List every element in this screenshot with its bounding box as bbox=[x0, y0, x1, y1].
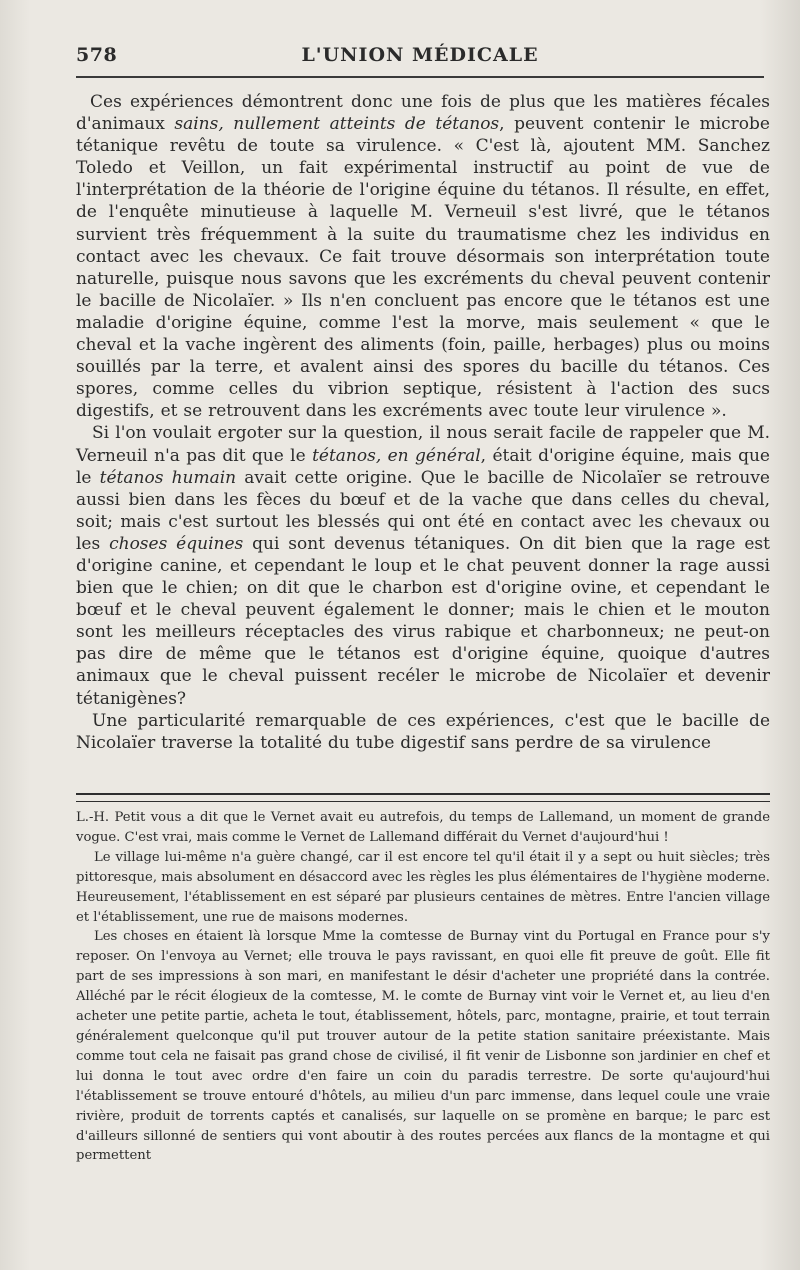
text-run: , peuvent contenir le microbe tétanique revêtu de toute sa virulence. « C'est là, ajoutent MM. Sanchez Toledo et Veillon, un fait expérimental instructif au point de vue de l'interprétation de la théorie de l'origine équine du tétanos. Il résulte, en effet, de l'enquête minutieuse à laquelle M. Verneuil s'est livré, que le tétanos survient très fréquemment à la suite du traumatisme chez les individus en contact avec les chevaux. Ce fait trouve désormais son interprétation toute naturelle, puisque nous savons que les excréments du cheval peuvent contenir le bacille de Nicolaïer. » Ils n'en concluent pas encore que le tétanos est une maladie d'origine équine, comme l'est la morve, mais seulement « que le cheval et la vache ingèrent des aliments (foin, paille, herbages) plus ou moins souillés par la terre, et avalent ainsi des spores du bacille du tétanos. Ces spores, comme celles du vibrion septique, résistent à l'action des sucs digestifs, et se retrouvent dans les excréments avec toute leur virulence ». bbox=[76, 114, 770, 422]
running-title: L'UNION MÉDICALE bbox=[301, 44, 539, 66]
italic-run: sains, nullement atteints de tétanos bbox=[174, 114, 500, 135]
feuilleton-paragraph: L.-H. Petit vous a dit que le Vernet avait eu autrefois, du temps de Lallemand, un moment de grande vogue. C'est vrai, mais comme le Vernet de Lallemand différait du Vernet d'aujourd'hui ! bbox=[76, 810, 770, 845]
page-number: 578 bbox=[76, 44, 118, 66]
text-run: Ces expériences démontrent donc une fois de plus que les matières fécales d'animaux bbox=[76, 92, 770, 135]
text-run: qui sont devenus tétaniques. On dit bien que la rage est d'origine canine, et cependant le loup et le chat peuvent donner la rage aussi bien que le chien; on dit que le charbon est d'origine ovine, et cependant le bœuf et le cheval peuvent également le donner; mais le chien et le mouton sont les meilleurs réceptacles des virus rabique et charbonneux; ne peut-on pas dire de même que le tétanos est d'origine équine, quoique d'autres animaux que le cheval puissent recéler le microbe de Nicolaïer et devenir tétanigènes? bbox=[76, 533, 770, 709]
feuilleton-separator-rule bbox=[76, 793, 770, 802]
text-run: Une particularité remarquable de ces expériences, c'est que le bacille de Nicolaïer traverse la totalité du tube digestif sans perdre de sa virulence bbox=[76, 710, 770, 753]
article-body bbox=[76, 91, 770, 754]
text-run: Si l'on voulait ergoter sur la question, il nous serait facile de rappeler que M. Verneuil n'a pas dit que le bbox=[76, 423, 770, 466]
header-rule bbox=[76, 76, 764, 78]
article-paragraph bbox=[76, 422, 770, 709]
article-paragraph bbox=[76, 91, 770, 422]
italic-run: tétanos, en général bbox=[312, 445, 481, 466]
article-paragraph bbox=[76, 710, 770, 754]
page-header bbox=[76, 44, 764, 74]
feuilleton-paragraph: Les choses en étaient là lorsque Mme la comtesse de Burnay vint du Portugal en France pour s'y reposer. On l'envoya au Vernet; elle trouva le pays ravissant, en quoi elle fit preuve de goût. Elle fit part de ses impressions à son mari, en manifestant le désir d'acheter une propriété dans la contrée. Alléché par le récit élogieux de la comtesse, M. le comte de Burnay vint voir le Vernet et, au lieu d'en acheter une petite partie, acheta le tout, établissement, hôtels, parc, montagne, prairie, et tout terrain généralement quelconque qu'il put trouver autour de la petite station sanitaire préexistante. Mais comme tout cela ne faisait pas grand chose de civilisé, il fit venir de Lisbonne son jardinier en chef et lui donna le tout avec ordre d'en faire un coin du paradis terrestre. De sorte qu'aujourd'hui l'établissement se trouve entouré d'hôtels, au milieu d'un parc immense, dans lequel coule une vraie rivière, produit de torrents captés et canalisés, sur laquelle on se promène en barque; le parc est d'ailleurs sillonné de sentiers qui vont aboutir à des routes percées aux flancs de la montagne et qui permettent bbox=[76, 929, 770, 1164]
feuilleton-body bbox=[76, 808, 770, 1166]
text-run: avait cette origine. Que le bacille de Nicolaïer se retrouve aussi bien dans les fèces du bœuf et de la vache que dans celles du cheval, soit; mais c'est surtout les blessés qui ont été en contact avec les chevaux ou les bbox=[76, 467, 770, 554]
italic-run: tétanos humain bbox=[99, 467, 237, 488]
feuilleton-paragraph: Le village lui-même n'a guère changé, car il est encore tel qu'il était il y a sept ou huit siècles; très pittoresque, mais absolument en désaccord avec les règles les plus élémentaires de l'hygiène moderne. Heureusement, l'établissement en est séparé par plusieurs centaines de mètres. Entre l'ancien village et l'établissement, une rue de maisons modernes. bbox=[76, 849, 770, 925]
text-run: , était d'origine équine, mais que le bbox=[76, 445, 770, 488]
italic-run: choses équines bbox=[109, 533, 244, 554]
